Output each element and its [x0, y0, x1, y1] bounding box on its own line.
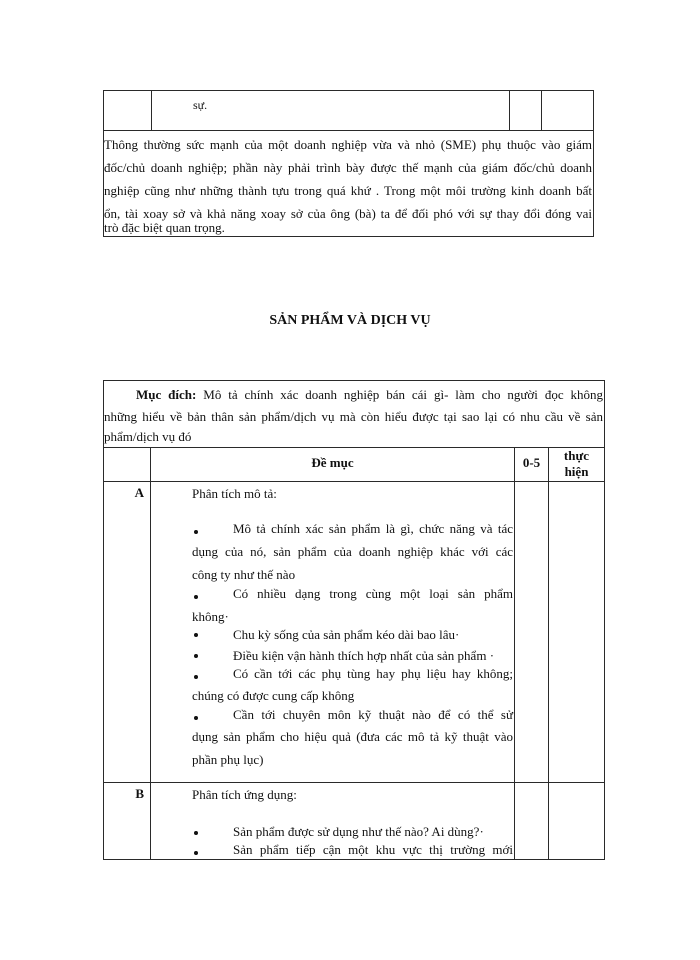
header-score: 0-5	[522, 455, 541, 470]
row-title: Phân tích mô tả:	[192, 486, 277, 501]
purpose-line-1	[136, 383, 603, 406]
paragraph-line: ổn, tài xoay sở và khả năng xoay sở của ông (bà) ta để đối phó với sự thay đổi đóng vai	[104, 206, 592, 221]
bullet-icon	[194, 654, 198, 658]
purpose-line-2: những hiểu về bản thân sản phẩm/dịch vụ mà còn hiểu được tại sao lại có nhu cầu về sản	[104, 409, 603, 424]
bullet-text: Mô tả chính xác sản phẩm là gì, chức năng và tác	[233, 521, 513, 536]
bullet-icon	[194, 716, 198, 720]
bullet-icon	[194, 530, 198, 534]
bullet-text: dụng của nó, sản phẩm của doanh nghiệp khác với các	[192, 544, 513, 559]
bullet-text: Cần tới chuyên môn kỹ thuật nào để có thể sử	[233, 707, 513, 722]
bullet-text: Sản phẩm tiếp cận một khu vực thị trường mới	[233, 842, 513, 857]
row-index: A	[134, 485, 144, 500]
header-item: Đề mục	[311, 455, 354, 470]
paragraph-line: đốc/chủ doanh nghiệp; phần này phải trình bày được thế mạnh của giám đốc/chủ doanh	[104, 160, 592, 175]
bullet-text: Điều kiện vận hành thích hợp nhất của sản phẩm ·	[233, 648, 495, 663]
bullet-text: công ty như thế nào	[192, 567, 296, 582]
paragraph-line: Thông thường sức mạnh của một doanh nghiệp vừa và nhỏ (SME) phụ thuộc vào giám	[104, 137, 592, 152]
purpose-label: Mục đích:	[136, 387, 197, 402]
purpose-text: Mô tả chính xác doanh nghiệp bán cái gì- làm cho người đọc không	[203, 387, 603, 402]
bullet-icon	[194, 595, 198, 599]
paragraph-line: nghiệp cũng như những thành tựu trong quá khứ . Trong một môi trường kinh doanh bất	[104, 183, 592, 198]
bullet-text: chúng có được cung cấp không	[192, 688, 355, 703]
bullet-text: dụng sản phẩm cho hiệu quả (đưa các mô tả kỹ thuật vào	[192, 729, 513, 744]
paragraph-line: trò đặc biệt quan trọng.	[104, 220, 225, 235]
row-title: Phân tích ứng dụng:	[192, 787, 297, 802]
header-done-2: hiện	[564, 464, 589, 479]
bullet-text: Có cần tới các phụ tùng hay phụ liệu hay không;	[233, 666, 513, 681]
bullet-icon	[194, 633, 198, 637]
purpose-line-3: phẩm/dịch vụ đó	[104, 429, 192, 444]
bullet-text: Sản phẩm được sử dụng như thế nào? Ai dùng?·	[233, 824, 484, 839]
section-title: SẢN PHẨM VÀ DỊCH VỤ	[269, 313, 431, 328]
bullet-icon	[194, 675, 198, 679]
header-done-1: thực	[563, 448, 590, 463]
top-row-text: sự.	[193, 98, 208, 112]
bullet-text: phần phụ lục)	[192, 752, 264, 767]
bullet-icon	[194, 831, 198, 835]
bullet-text: Có nhiều dạng trong cùng một loại sản phẩm	[233, 586, 513, 601]
bullet-text: Chu kỳ sống của sản phẩm kéo dài bao lâu·	[233, 627, 460, 642]
row-index: B	[135, 786, 144, 801]
bullet-text: không·	[192, 609, 229, 624]
bullet-icon	[194, 851, 198, 855]
